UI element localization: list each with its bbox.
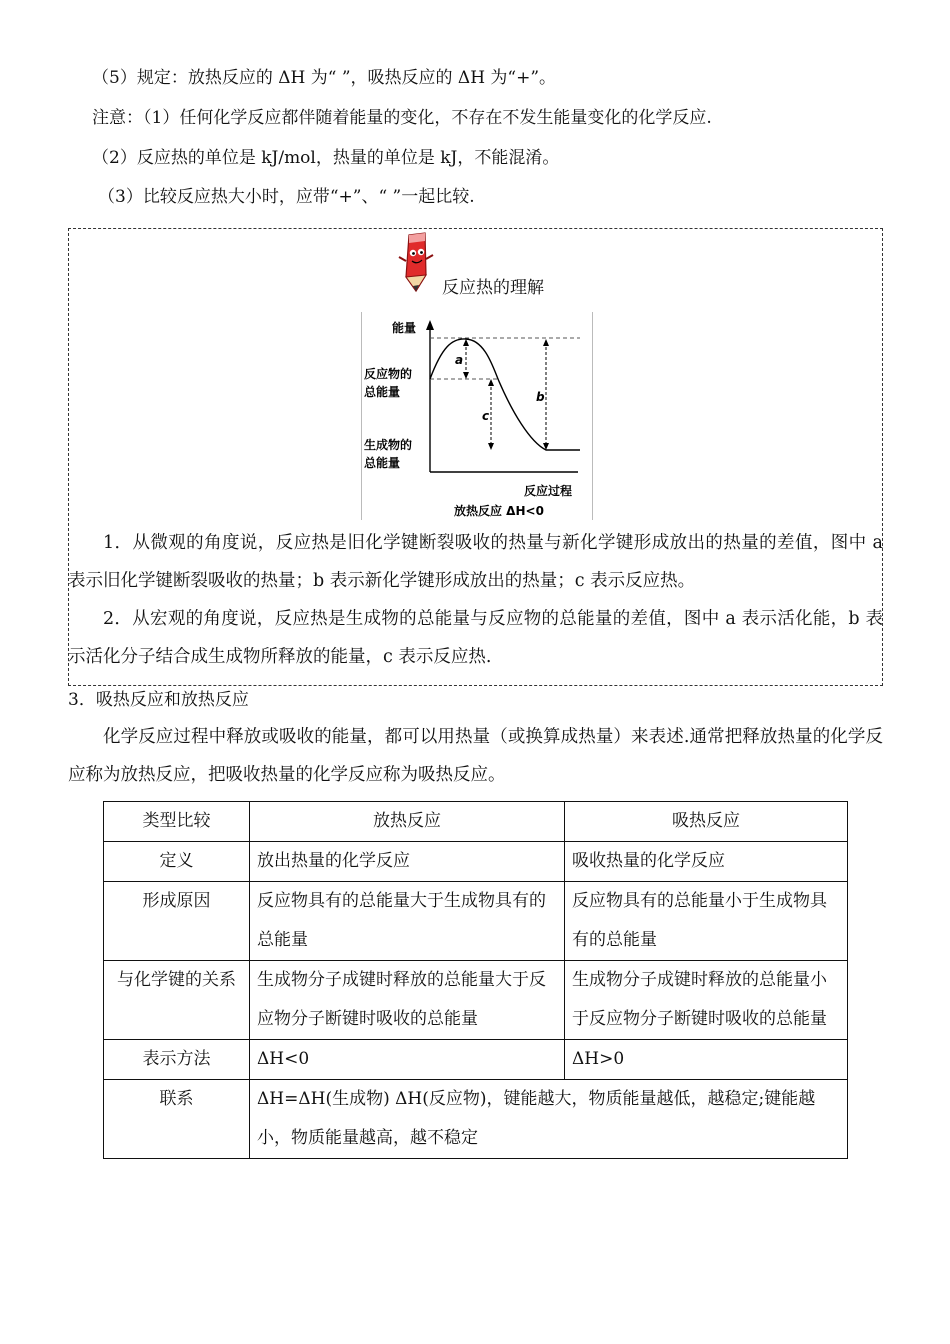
- section-heading: 3．吸热反应和放热反应: [68, 690, 249, 710]
- table-cell: ΔH<0: [250, 1040, 565, 1080]
- label-c: c: [482, 409, 490, 423]
- table-cell: 联系: [104, 1080, 250, 1159]
- table-cell: 生成物分子成键时释放的总能量大于反应物分子断键时吸收的总能量: [250, 961, 565, 1040]
- product-label-2: 总能量: [364, 456, 401, 470]
- diagram-caption: 放热反应 ΔH<0: [454, 504, 544, 518]
- box-paragraph-1: 1．从微观的角度说，反应热是旧化学键断裂吸收的热量与新化学键形成放出的热量的差值，图中 a 表示旧化学键断裂吸收的热量；b 表示新化学键形成放出的热量；c 表示反应热。: [68, 533, 883, 591]
- note-line-3: （3）比较反应热大小时，应带“+”、“ ”一起比较.: [98, 187, 475, 207]
- rule-line: （5）规定：放热反应的 ΔH 为“ ”，吸热反应的 ΔH 为“+”。: [92, 68, 557, 88]
- table-header: 类型比较: [104, 802, 250, 842]
- product-label-1: 生成物的: [364, 438, 413, 452]
- table-row: [104, 882, 848, 961]
- table-cell: 与化学键的关系: [104, 961, 250, 1040]
- table-cell: 表示方法: [104, 1040, 250, 1080]
- table-cell: 反应物具有的总能量大于生成物具有的总能量: [250, 882, 565, 961]
- table-row: [104, 842, 848, 882]
- x-axis-label: 反应过程: [524, 484, 573, 498]
- pencil-mascot-icon: [395, 231, 437, 293]
- table-cell: 定义: [104, 842, 250, 882]
- table-cell: ΔH=ΔH(生成物) ΔH(反应物)，键能越大，物质能量越低，越稳定;键能越小，物质能量越高，越不稳定: [250, 1080, 848, 1159]
- reactant-label-2: 总能量: [364, 385, 401, 399]
- section-paragraph: 化学反应过程中释放或吸收的能量，都可以用热量（或换算成热量）来表述.通常把释放热量的化学反应称为放热反应，把吸收热量的化学反应称为吸热反应。: [68, 727, 883, 785]
- note-line-2: （2）反应热的单位是 kJ/mol，热量的单位是 kJ，不能混淆。: [92, 148, 560, 168]
- table-header: 放热反应: [250, 802, 565, 842]
- reactant-label-1: 反应物的: [364, 367, 413, 381]
- table-header-row: [104, 802, 848, 842]
- box-title: 反应热的理解: [442, 278, 544, 298]
- table-row: [104, 961, 848, 1040]
- table-row: [104, 1040, 848, 1080]
- table-header: 吸热反应: [565, 802, 848, 842]
- y-axis-label: 能量: [392, 321, 417, 335]
- box-paragraph-2: 2．从宏观的角度说，反应热是生成物的总能量与反应物的总能量的差值，图中 a 表示活化能，b 表示活化分子结合成生成物所释放的能量，c 表示反应热.: [68, 609, 883, 667]
- energy-diagram: [361, 312, 593, 520]
- energy-curve: [430, 339, 580, 450]
- label-b: b: [536, 390, 545, 404]
- table-cell: 生成物分子成键时释放的总能量小于反应物分子断键时吸收的总能量: [565, 961, 848, 1040]
- comparison-table: [103, 801, 848, 1159]
- table-cell: 放出热量的化学反应: [250, 842, 565, 882]
- table-row: [104, 1080, 848, 1159]
- table-cell: 吸收热量的化学反应: [565, 842, 848, 882]
- note-line-1: 注意：（1）任何化学反应都伴随着能量的变化，不存在不发生能量变化的化学反应.: [92, 108, 712, 128]
- table-cell: ΔH>0: [565, 1040, 848, 1080]
- table-cell: 形成原因: [104, 882, 250, 961]
- table-cell: 反应物具有的总能量小于生成物具有的总能量: [565, 882, 848, 961]
- label-a: a: [455, 353, 464, 367]
